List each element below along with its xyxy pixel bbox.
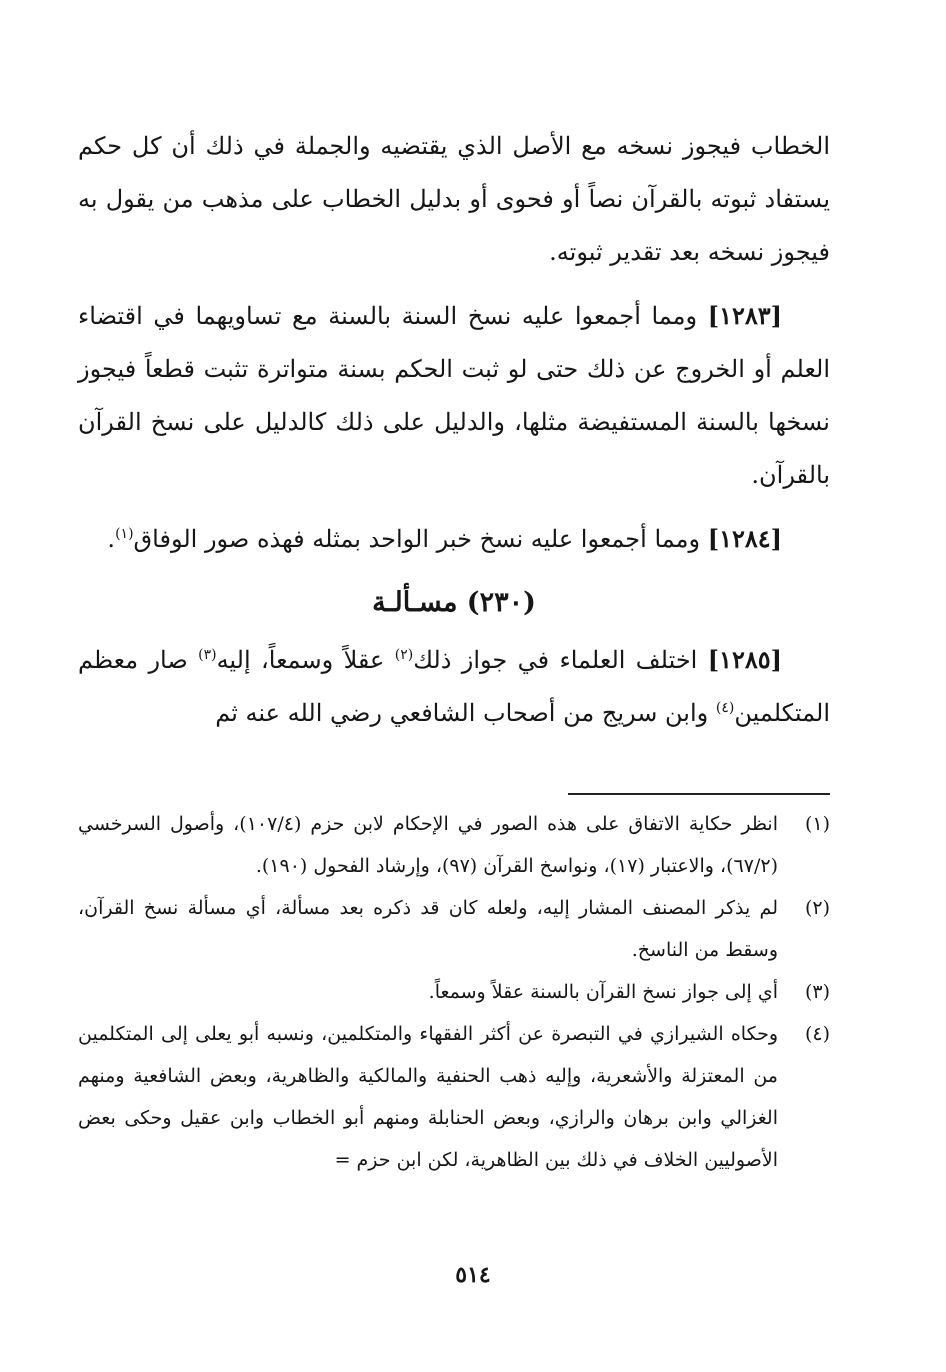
paragraph-1284: [78, 512, 830, 566]
footnote-text: انظر حكاية الاتفاق على هذه الصور في الإحكام لابن حزم (١٠٧/٤)، وأصول السرخسي (٦٧/٢)، والاعتبار (١٧)، ونواسخ القرآن (٩٧)، وإرشاد الفحول (١٩٠).: [78, 813, 778, 877]
footnote-text: أي إلى جواز نسخ القرآن بالسنة عقلاً وسمعاً.: [428, 981, 778, 1003]
paragraph-1285: [78, 633, 830, 740]
footnote-mark: (٣): [804, 981, 830, 1003]
paragraph-text: ومما أجمعوا عليه نسخ السنة بالسنة مع تساويهما في اقتضاء العلم أو الخروج عن ذلك حتى لو ثبت الحكم بسنة متواترة تثبت قطعاً فيجوز نسخها بالسنة المستفيضة مثلها، والدليل على ذلك كالدليل على نسخ القرآن بالقرآن.: [78, 302, 830, 489]
footnote-ref[interactable]: (١): [115, 526, 134, 542]
footnotes: [78, 803, 830, 1181]
footnote-text: وحكاه الشيرازي في التبصرة عن أكثر الفقهاء والمتكلمين، ونسبه أبو يعلى إلى المتكلمين من المعتزلة والأشعرية، وإليه ذهب الحنفية والمالكية والظاهرية، وبعض الشافعية ومنهم الغزالي وابن برهان والرازي، وبعض الحنابلة ومنهم أبو الخطاب وابن عقيل وحكى بعض الأصوليين الخلاف في ذلك بين الظاهرية، لكن ابن حزم =: [78, 1023, 778, 1171]
footnote-text: لم يذكر المصنف المشار إليه، ولعله كان قد ذكره بعد مسألة، أي مسألة نسخ القرآن، وسقط من الناسخ.: [78, 897, 778, 961]
footnote-ref[interactable]: (٢): [394, 647, 414, 663]
footnote-ref[interactable]: (٤): [715, 700, 735, 716]
footnote-mark: (٢): [804, 897, 830, 919]
paragraph-text: عقلاً وسمعاً، إليه: [216, 646, 385, 674]
paragraph-number: [١٢٨٣]: [707, 301, 782, 330]
footnote-mark: (١): [804, 813, 830, 835]
paragraph-number: [١٢٨٤]: [707, 524, 782, 553]
footnote-2: [78, 887, 830, 971]
paragraph-text: الخطاب فيجوز نسخه مع الأصل الذي يقتضيه والجملة في ذلك أن كل حكم يستفاد ثبوته بالقرآن نصاً أو فحوى أو بدليل الخطاب على مذهب من يقول به فيجوز نسخه بعد تقدير ثبوته.: [78, 132, 830, 266]
paragraph-text: اختلف العلماء في جواز ذلك: [413, 646, 698, 674]
section-heading: (٢٣٠) مسـألـة: [372, 587, 536, 618]
page-number: ٥١٤: [455, 1262, 491, 1288]
main-text: [78, 120, 830, 750]
footnote-divider: [568, 793, 830, 795]
paragraph-continuation: [78, 120, 830, 279]
paragraph-1283: [78, 289, 830, 502]
paragraph-text: وابن سريج من أصحاب الشافعي رضي الله عنه ثم: [215, 699, 709, 727]
footnote-1: [78, 803, 830, 887]
footnote-4: [78, 1013, 830, 1181]
paragraph-number: [١٢٨٥]: [707, 645, 782, 674]
footnote-3: [78, 971, 830, 1013]
footnote-ref[interactable]: (٣): [198, 647, 217, 663]
paragraph-text: صار معظم المتكلمين: [78, 646, 830, 727]
footnote-mark: (٤): [804, 1023, 830, 1045]
paragraph-text: ومما أجمعوا عليه نسخ خبر الواحد بمثله فهذه صور الوفاق: [133, 525, 701, 553]
paragraph-tail: .: [107, 525, 116, 553]
